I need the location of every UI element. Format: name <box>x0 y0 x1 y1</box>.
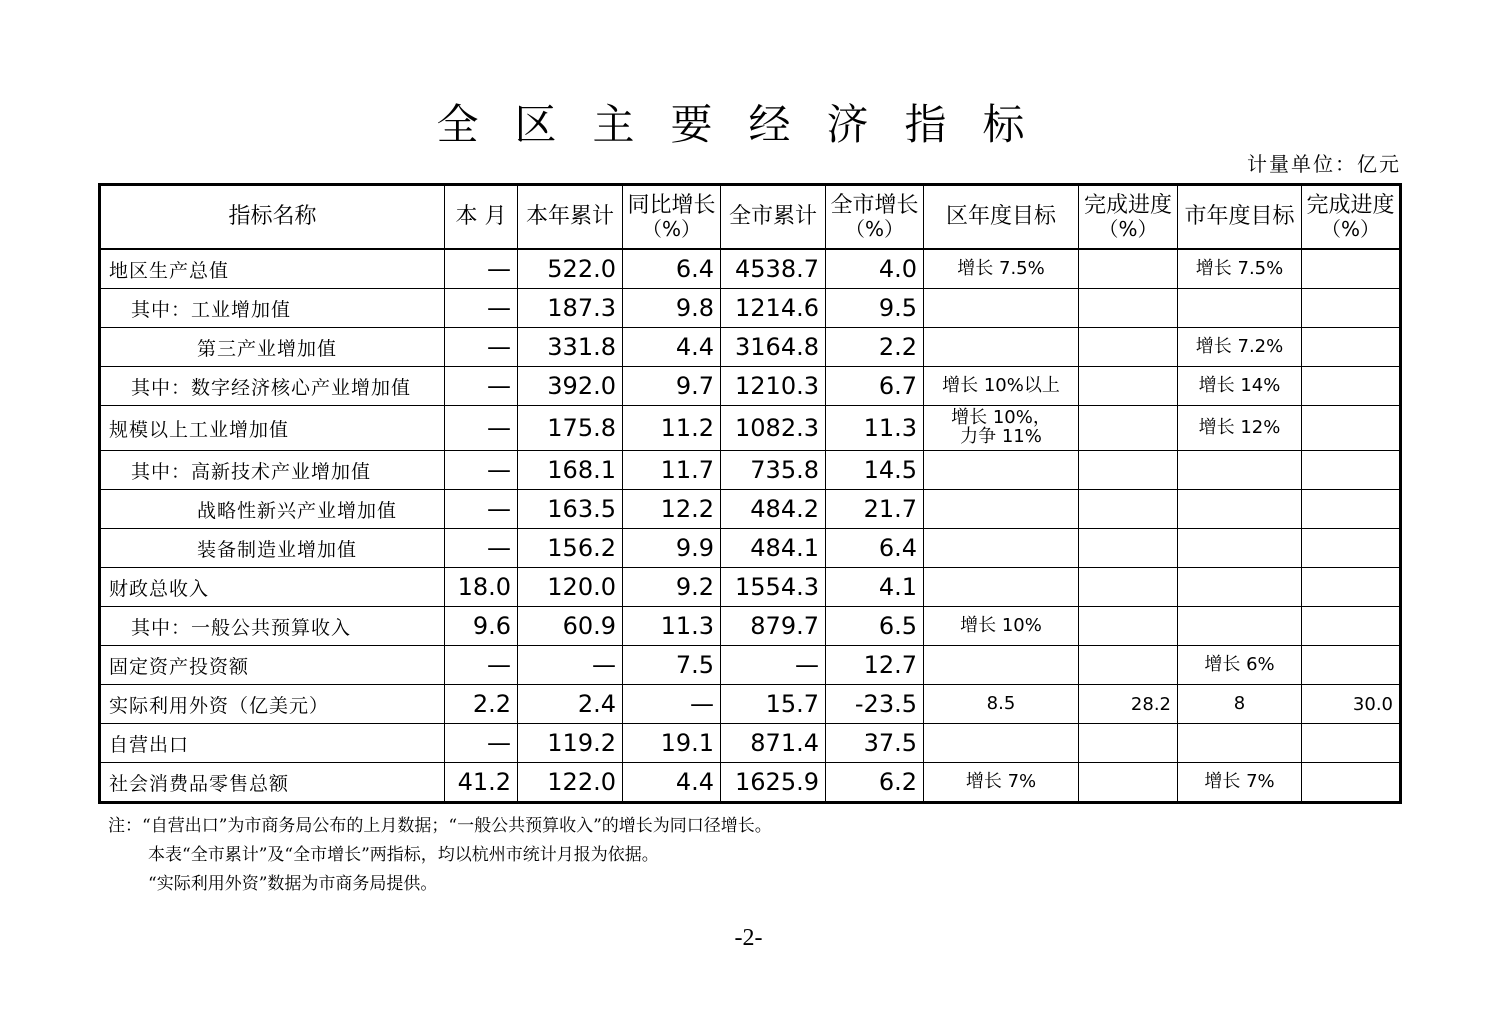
cell-ytd: 119.2 <box>518 724 623 763</box>
header-city-ytd: 全市累计 <box>721 185 826 250</box>
cell-month: 2.2 <box>445 685 518 724</box>
row-name: 其中：高新技术产业增加值 <box>100 451 445 490</box>
cell-city-growth: 6.5 <box>826 607 924 646</box>
cell-district-target: 增长 7% <box>924 763 1079 803</box>
cell-yoy: 19.1 <box>623 724 721 763</box>
cell-progress-2 <box>1302 568 1401 607</box>
table-row <box>100 724 1401 763</box>
cell-city-target: 增长 7.5% <box>1178 249 1302 289</box>
row-name: 地区生产总值 <box>100 249 445 289</box>
notes <box>108 812 772 899</box>
row-name: 财政总收入 <box>100 568 445 607</box>
cell-city-growth: 2.2 <box>826 328 924 367</box>
cell-yoy: 11.3 <box>623 607 721 646</box>
cell-ytd: 175.8 <box>518 406 623 451</box>
cell-city-ytd: 484.2 <box>721 490 826 529</box>
row-name: 装备制造业增加值 <box>100 529 445 568</box>
unit-label: 计量单位：亿元 <box>1247 152 1401 176</box>
note-line: 本表“全市累计”及“全市增长”两指标，均以杭州市统计月报为依据。 <box>148 845 659 865</box>
row-name: 自营出口 <box>100 724 445 763</box>
cell-progress-1 <box>1079 490 1178 529</box>
cell-ytd: 122.0 <box>518 763 623 803</box>
cell-city-growth: 6.2 <box>826 763 924 803</box>
cell-city-ytd: 735.8 <box>721 451 826 490</box>
cell-city-ytd: 1210.3 <box>721 367 826 406</box>
cell-ytd: 168.1 <box>518 451 623 490</box>
header-ytd: 本年累计 <box>518 185 623 250</box>
cell-month: — <box>445 451 518 490</box>
cell-city-ytd: — <box>721 646 826 685</box>
cell-city-target: 增长 7.2% <box>1178 328 1302 367</box>
cell-city-ytd: 1082.3 <box>721 406 826 451</box>
table-row <box>100 490 1401 529</box>
cell-yoy: 9.9 <box>623 529 721 568</box>
cell-progress-1 <box>1079 763 1178 803</box>
cell-city-target <box>1178 289 1302 328</box>
cell-progress-2 <box>1302 249 1401 289</box>
cell-city-growth: 11.3 <box>826 406 924 451</box>
target-line: 增长 10%， <box>951 407 1051 429</box>
cell-progress-1 <box>1079 529 1178 568</box>
cell-district-target: 增长 7.5% <box>924 249 1079 289</box>
cell-progress-2 <box>1302 406 1401 451</box>
table-row <box>100 328 1401 367</box>
cell-city-growth: 4.1 <box>826 568 924 607</box>
table-row <box>100 289 1401 328</box>
cell-progress-1 <box>1079 367 1178 406</box>
header-yoy: 同比增长 （%） <box>623 185 721 250</box>
cell-progress-1 <box>1079 568 1178 607</box>
cell-district-target <box>924 646 1079 685</box>
table-row <box>100 367 1401 406</box>
cell-district-target: 增长 10% <box>924 607 1079 646</box>
cell-city-growth: 12.7 <box>826 646 924 685</box>
cell-district-target <box>924 406 1079 451</box>
row-name: 其中：一般公共预算收入 <box>100 607 445 646</box>
cell-city-target: 增长 14% <box>1178 367 1302 406</box>
cell-month: 41.2 <box>445 763 518 803</box>
note-line: 注：“自营出口”为市商务局公布的上月数据；“一般公共预算收入”的增长为同口径增长。 <box>108 816 772 836</box>
cell-yoy: 11.7 <box>623 451 721 490</box>
cell-month: — <box>445 367 518 406</box>
cell-city-growth: 14.5 <box>826 451 924 490</box>
cell-progress-2 <box>1302 490 1401 529</box>
row-name: 战略性新兴产业增加值 <box>100 490 445 529</box>
table-row <box>100 406 1401 451</box>
cell-progress-1 <box>1079 328 1178 367</box>
cell-yoy: 11.2 <box>623 406 721 451</box>
cell-progress-1 <box>1079 646 1178 685</box>
cell-city-target: 增长 6% <box>1178 646 1302 685</box>
cell-progress-2 <box>1302 607 1401 646</box>
cell-district-target: 增长 10%以上 <box>924 367 1079 406</box>
target-line: 力争 11% <box>960 426 1042 447</box>
cell-yoy: 9.8 <box>623 289 721 328</box>
cell-district-target: 8.5 <box>924 685 1079 724</box>
cell-city-ytd: 871.4 <box>721 724 826 763</box>
cell-ytd: 187.3 <box>518 289 623 328</box>
header-progress-2: 完成进度 （%） <box>1302 185 1401 250</box>
cell-month: — <box>445 529 518 568</box>
cell-city-ytd: 4538.7 <box>721 249 826 289</box>
cell-yoy: 9.2 <box>623 568 721 607</box>
cell-city-ytd: 15.7 <box>721 685 826 724</box>
indicator-table <box>98 183 1402 804</box>
table-header-row <box>100 185 1401 250</box>
row-name: 其中：数字经济核心产业增加值 <box>100 367 445 406</box>
cell-month: — <box>445 328 518 367</box>
table-row <box>100 607 1401 646</box>
table-row <box>100 763 1401 803</box>
cell-yoy: 6.4 <box>623 249 721 289</box>
row-name: 规模以上工业增加值 <box>100 406 445 451</box>
cell-city-growth: 9.5 <box>826 289 924 328</box>
cell-district-target <box>924 289 1079 328</box>
table-row <box>100 685 1401 724</box>
cell-progress-1: 28.2 <box>1079 685 1178 724</box>
cell-yoy: 4.4 <box>623 763 721 803</box>
table-row <box>100 451 1401 490</box>
cell-progress-2: 30.0 <box>1302 685 1401 724</box>
cell-month: — <box>445 249 518 289</box>
cell-district-target <box>924 328 1079 367</box>
cell-yoy: 7.5 <box>623 646 721 685</box>
cell-city-target <box>1178 568 1302 607</box>
cell-city-growth: 4.0 <box>826 249 924 289</box>
cell-progress-2 <box>1302 646 1401 685</box>
header-month: 本 月 <box>445 185 518 250</box>
cell-ytd: 2.4 <box>518 685 623 724</box>
cell-city-ytd: 879.7 <box>721 607 826 646</box>
cell-city-target: 增长 12% <box>1178 406 1302 451</box>
row-name: 实际利用外资（亿美元） <box>100 685 445 724</box>
cell-progress-1 <box>1079 406 1178 451</box>
table-row <box>100 529 1401 568</box>
cell-city-ytd: 1214.6 <box>721 289 826 328</box>
cell-city-ytd: 1554.3 <box>721 568 826 607</box>
cell-month: — <box>445 724 518 763</box>
cell-city-target: 8 <box>1178 685 1302 724</box>
cell-progress-2 <box>1302 763 1401 803</box>
cell-ytd: 522.0 <box>518 249 623 289</box>
cell-city-ytd: 3164.8 <box>721 328 826 367</box>
cell-city-ytd: 484.1 <box>721 529 826 568</box>
cell-month: — <box>445 406 518 451</box>
row-name: 固定资产投资额 <box>100 646 445 685</box>
cell-city-target <box>1178 724 1302 763</box>
cell-city-target <box>1178 451 1302 490</box>
table-row <box>100 249 1401 289</box>
header-city-growth: 全市增长 （%） <box>826 185 924 250</box>
cell-city-target: 增长 7% <box>1178 763 1302 803</box>
cell-city-growth: 6.7 <box>826 367 924 406</box>
cell-district-target <box>924 568 1079 607</box>
header-progress-1: 完成进度 （%） <box>1079 185 1178 250</box>
cell-progress-2 <box>1302 328 1401 367</box>
cell-ytd: 331.8 <box>518 328 623 367</box>
cell-month: 18.0 <box>445 568 518 607</box>
cell-district-target <box>924 529 1079 568</box>
cell-progress-1 <box>1079 724 1178 763</box>
header-district-target: 区年度目标 <box>924 185 1079 250</box>
row-name: 第三产业增加值 <box>100 328 445 367</box>
cell-progress-2 <box>1302 367 1401 406</box>
cell-ytd: 156.2 <box>518 529 623 568</box>
cell-progress-2 <box>1302 289 1401 328</box>
header-city-target: 市年度目标 <box>1178 185 1302 250</box>
cell-ytd: 392.0 <box>518 367 623 406</box>
cell-progress-1 <box>1079 451 1178 490</box>
row-name: 社会消费品零售总额 <box>100 763 445 803</box>
table-row <box>100 646 1401 685</box>
cell-district-target <box>924 451 1079 490</box>
cell-city-target <box>1178 490 1302 529</box>
header-name: 指标名称 <box>100 185 445 250</box>
cell-yoy: 9.7 <box>623 367 721 406</box>
cell-progress-1 <box>1079 607 1178 646</box>
cell-city-target <box>1178 607 1302 646</box>
cell-city-target <box>1178 529 1302 568</box>
cell-yoy: — <box>623 685 721 724</box>
cell-city-ytd: 1625.9 <box>721 763 826 803</box>
cell-district-target <box>924 724 1079 763</box>
cell-yoy: 4.4 <box>623 328 721 367</box>
cell-month: — <box>445 490 518 529</box>
cell-progress-2 <box>1302 451 1401 490</box>
cell-month: 9.6 <box>445 607 518 646</box>
cell-district-target <box>924 490 1079 529</box>
cell-city-growth: 6.4 <box>826 529 924 568</box>
cell-city-growth: -23.5 <box>826 685 924 724</box>
cell-city-growth: 37.5 <box>826 724 924 763</box>
cell-progress-1 <box>1079 249 1178 289</box>
cell-ytd: — <box>518 646 623 685</box>
cell-month: — <box>445 289 518 328</box>
table-row <box>100 568 1401 607</box>
cell-month: — <box>445 646 518 685</box>
note-line: “实际利用外资”数据为市商务局提供。 <box>148 874 438 894</box>
page-title: 全区主要经济指标 <box>436 100 1061 149</box>
cell-ytd: 120.0 <box>518 568 623 607</box>
cell-ytd: 163.5 <box>518 490 623 529</box>
cell-progress-2 <box>1302 529 1401 568</box>
page-number: -2- <box>734 925 763 951</box>
cell-progress-1 <box>1079 289 1178 328</box>
cell-ytd: 60.9 <box>518 607 623 646</box>
cell-yoy: 12.2 <box>623 490 721 529</box>
cell-progress-2 <box>1302 724 1401 763</box>
cell-city-growth: 21.7 <box>826 490 924 529</box>
row-name: 其中：工业增加值 <box>100 289 445 328</box>
